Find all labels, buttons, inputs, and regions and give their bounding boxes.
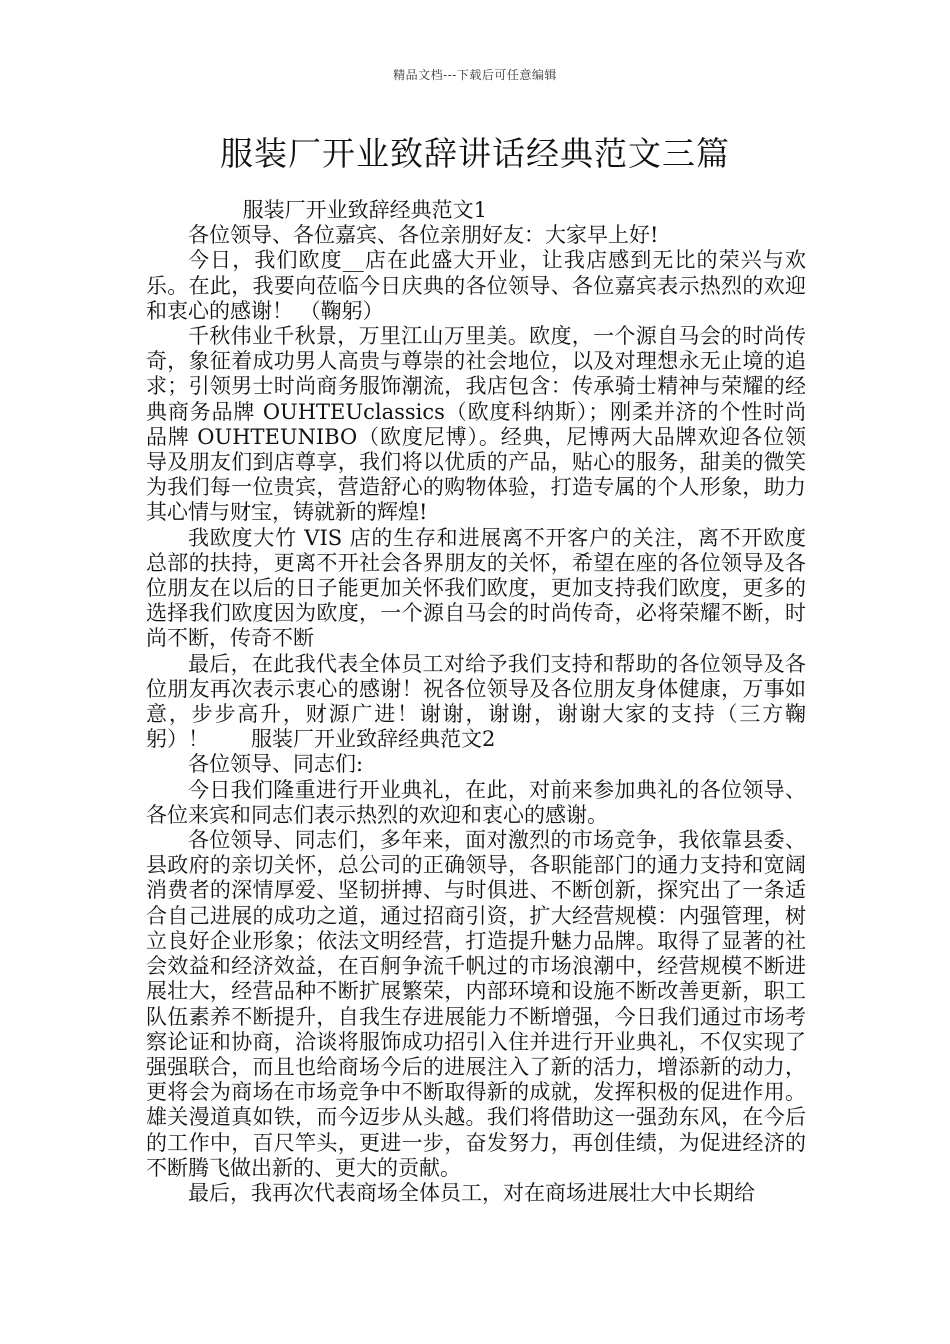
paragraph: 各位领导、同志们:: [188, 752, 364, 777]
paragraph: 最后，在此我代表全体员工对给予我们支持和帮助的各位领导及各位朋友再次表示衷心的感谢！祝各位领导及各位朋友身体健康，万事如意，步步高升，财源广进！谢谢，谢谢，谢谢大家的支持（三方鞠躬）！ 服装厂开业致辞经典范文2: [146, 651, 806, 752]
document-title: 服装厂开业致辞讲话经典范文三篇: [220, 134, 730, 173]
paragraph: 今日我们隆重进行开业典礼，在此，对前来参加典礼的各位领导、各位来宾和同志们表示热烈的欢迎和衷心的感谢。: [146, 777, 806, 827]
section-heading: 服装厂开业致辞经典范文1: [242, 198, 487, 222]
document-body: [146, 198, 806, 1206]
paragraph: 各位领导、同志们，多年来，面对激烈的市场竞争，我依靠县委、县政府的亲切关怀，总公司的正确领导，各职能部门的通力支持和宽阔消费者的深情厚爱、坚韧拼搏、与时俱进、不断创新，探究出了一条适合自己进展的成功之道，通过招商引资，扩大经营规模：内强管理，树立良好企业形象；依法文明经营，打造提升魅力品牌。取得了显著的社会效益和经济效益，在百舸争流千帆过的市场浪潮中，经营规模不断进展壮大，经营品种不断扩展繁荣，内部环境和设施不断改善更新，职工队伍素养不断提升，自我生存进展能力不断增强，今日我们通过市场考察论证和协商，洽谈将服饰成功招引入住并进行开业典礼，不仅实现了强强联合，而且也给商场今后的进展注入了新的活力，增添新的动力，更将会为商场在市场竞争中不断取得新的成就，发挥积极的促进作用。雄关漫道真如铁，而今迈步从头越。我们将借助这一强劲东风，在今后的工作中，百尺竿头，更进一步，奋发努力，再创佳绩，为促进经济的不断腾飞做出新的、更大的贡献。: [146, 828, 806, 1180]
paragraph: 最后，我再次代表商场全体员工，对在商场进展壮大中长期给: [188, 1180, 755, 1205]
paragraph: 今日，我们欧度__店在此盛大开业，让我店感到无比的荣兴与欢乐。在此，我要向莅临今日庆典的各位领导、各位嘉宾表示热烈的欢迎和衷心的感谢！ （鞠躬）: [146, 248, 806, 323]
paragraph: 各位领导、各位嘉宾、各位亲朋好友：大家早上好!: [188, 223, 659, 248]
paragraph: 我欧度大竹 VIS 店的生存和进展离不开客户的关注，离不开欧度总部的扶持，更离不开社会各界朋友的关怀，希望在座的各位领导及各位朋友在以后的日子能更加关怀我们欧度，更加支持我们欧度，更多的选择我们欧度因为欧度，一个源自马会的时尚传奇，必将荣耀不断，时尚不断，传奇不断: [146, 525, 806, 651]
paragraph: 千秋伟业千秋景，万里江山万里美。欧度，一个源自马会的时尚传奇，象征着成功男人高贵与尊崇的社会地位，以及对理想永无止境的追求；引领男士时尚商务服饰潮流，我店包含：传承骑士精神与荣耀的经典商务品牌 OUHTEUclassics（欧度科纳斯）；刚柔并济的个性时尚品牌 OUHTEUNIBO（欧度尼博）。经典，尼博两大品牌欢迎各位领导及朋友们到店尊享，我们将以优质的产品，贴心的服务，甜美的微笑为我们每一位贵宾，营造舒心的购物体验，打造专属的个人形象，助力其心情与财宝，铸就新的辉煌!: [146, 324, 806, 525]
page-header: 精品文档---下载后可任意编辑: [393, 68, 557, 82]
